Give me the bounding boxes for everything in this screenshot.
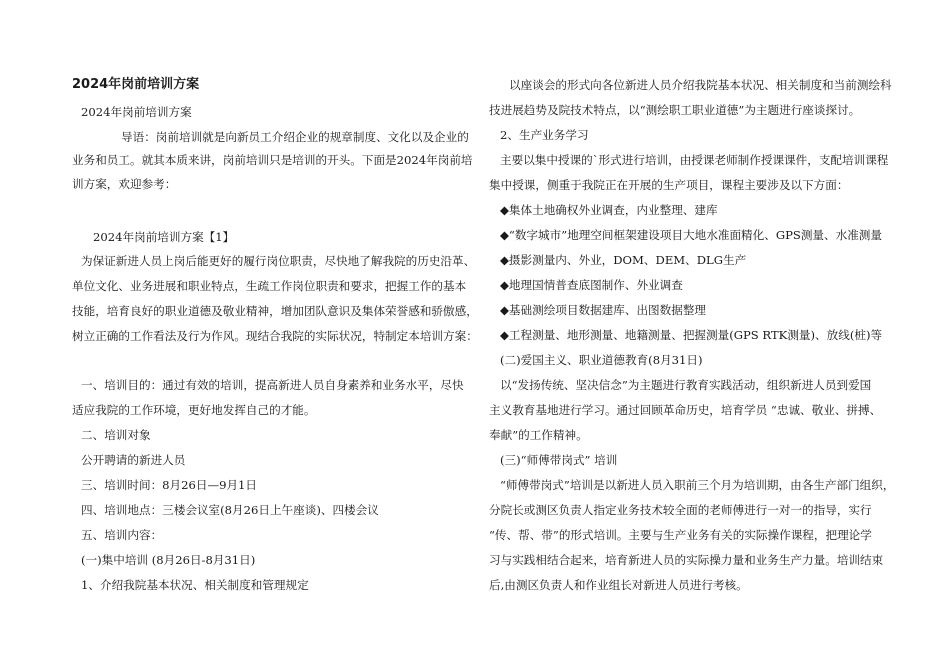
paragraph-line: 后,由测区负责人和作业组长对新进人员进行考核。 [489, 578, 748, 592]
list-item: ◆摄影测量内、外业，DOM、DEM、DLG生产 [500, 253, 747, 267]
paragraph-line: 以座谈会的形式向各位新进人员介绍我院基本状况、相关制度和当前测绘科 [509, 78, 892, 92]
paragraph-line: “传、帮、带”的形式培训。主要与生产业务有关的实际操作课程，把理论学 [489, 528, 872, 542]
paragraph-line: 主义教育基地进行学习。通过回顾革命历史，培育学员 “忠诚、敬业、拼搏、 [489, 403, 882, 417]
paragraph-line: 单位文化、业务进展和职业特点，生疏工作岗位职责和要求，把握工作的基本 [72, 279, 467, 293]
subtitle-line: 2024年岗前培训方案 [81, 105, 192, 119]
intro-line: 导语：岗前培训就是向新员工介绍企业的规章制度、文化以及企业的 [121, 130, 469, 144]
list-item: ◆工程测量、地形测量、地籍测量、把握测量(GPS RTK测量)、放线(桩)等 [500, 328, 883, 342]
list-item: ◆地理国情普查底图制作、外业调查 [500, 278, 683, 292]
paragraph-line: 1、介绍我院基本状况、相关制度和管理规定 [81, 578, 309, 592]
paragraph-line: “师傅带岗式”培训是以新进人员入职前三个月为培训期，由各生产部门组织， [500, 478, 895, 492]
paragraph-line: 技进展趋势及院技术特点，以“测绘职工职业道德”为主题进行座谈探讨。 [489, 103, 861, 117]
paragraph-line: 2、生产业务学习 [500, 128, 589, 142]
document-title: 2024年岗前培训方案 [72, 77, 200, 92]
section-heading: 2024年岗前培训方案【1】 [93, 230, 235, 244]
paragraph-line: 四、培训地点：三楼会议室(8月26日上午座谈)、四楼会议 [81, 503, 379, 517]
paragraph-line: 技能，培育良好的职业道德及敬业精神，增加团队意识及集体荣誉感和骄傲感， [72, 304, 478, 318]
paragraph-line: (二)爱国主义、职业道德教育(8月31日) [500, 353, 703, 367]
paragraph-line: 分院长或测区负责人指定业务技术较全面的老师傅进行一对一的指导，实行 [489, 503, 872, 517]
paragraph-line: 奉献”的工作精神。 [489, 428, 588, 442]
paragraph-line: 集中授课，侧重于我院正在开展的生产项目，课程主要涉及以下方面： [489, 178, 849, 192]
intro-line: 业务和员工。就其本质来讲，岗前培训只是培训的开头。下面是2024年岗前培 [72, 153, 473, 167]
paragraph-line: 以“发扬传统、坚决信念”为主题进行教育实践活动，组织新进人员到爱国 [500, 378, 872, 392]
intro-line: 训方案，欢迎参考： [72, 177, 177, 191]
paragraph-line: 习与实践相结合起来，培育新进人员的实际操力量和业务生产力量。培训结束 [489, 553, 884, 567]
paragraph-line: 树立正确的工作看法及行为作风。现结合我院的实际状况，特制定本培训方案： [72, 329, 478, 343]
paragraph-line: (一)集中培训 (8月26日-8月31日) [81, 553, 256, 567]
paragraph-line: 主要以集中授课的`形式进行培训，由授课老师制作授课课件，支配培训课程 [500, 153, 889, 167]
paragraph-line: 适应我院的工作环境，更好地发挥自己的才能。 [72, 403, 316, 417]
list-item: ◆基础测绘项目数据建库、出图数据整理 [500, 303, 707, 317]
paragraph-line: 二、培训对象 [81, 428, 151, 442]
paragraph-line: 五、培训内容： [81, 528, 163, 542]
paragraph-line: 一、培训目的：通过有效的培训，提高新进人员自身素养和业务水平，尽快 [81, 378, 464, 392]
paragraph-line: (三)“师傅带岗式” 培训 [500, 453, 618, 467]
paragraph-line: 三、培训时间：8月26日—9月1日 [81, 478, 258, 492]
list-item: ◆“数字城市”地理空间框架建设项目大地水准面精化、GPS测量、水准测量 [500, 228, 882, 242]
list-item: ◆集体土地确权外业调查，内业整理、建库 [500, 203, 718, 217]
paragraph-line: 公开聘请的新进人员 [81, 453, 186, 467]
paragraph-line: 为保证新进人员上岗后能更好的履行岗位职责，尽快地了解我院的历史沿革、 [81, 254, 476, 268]
